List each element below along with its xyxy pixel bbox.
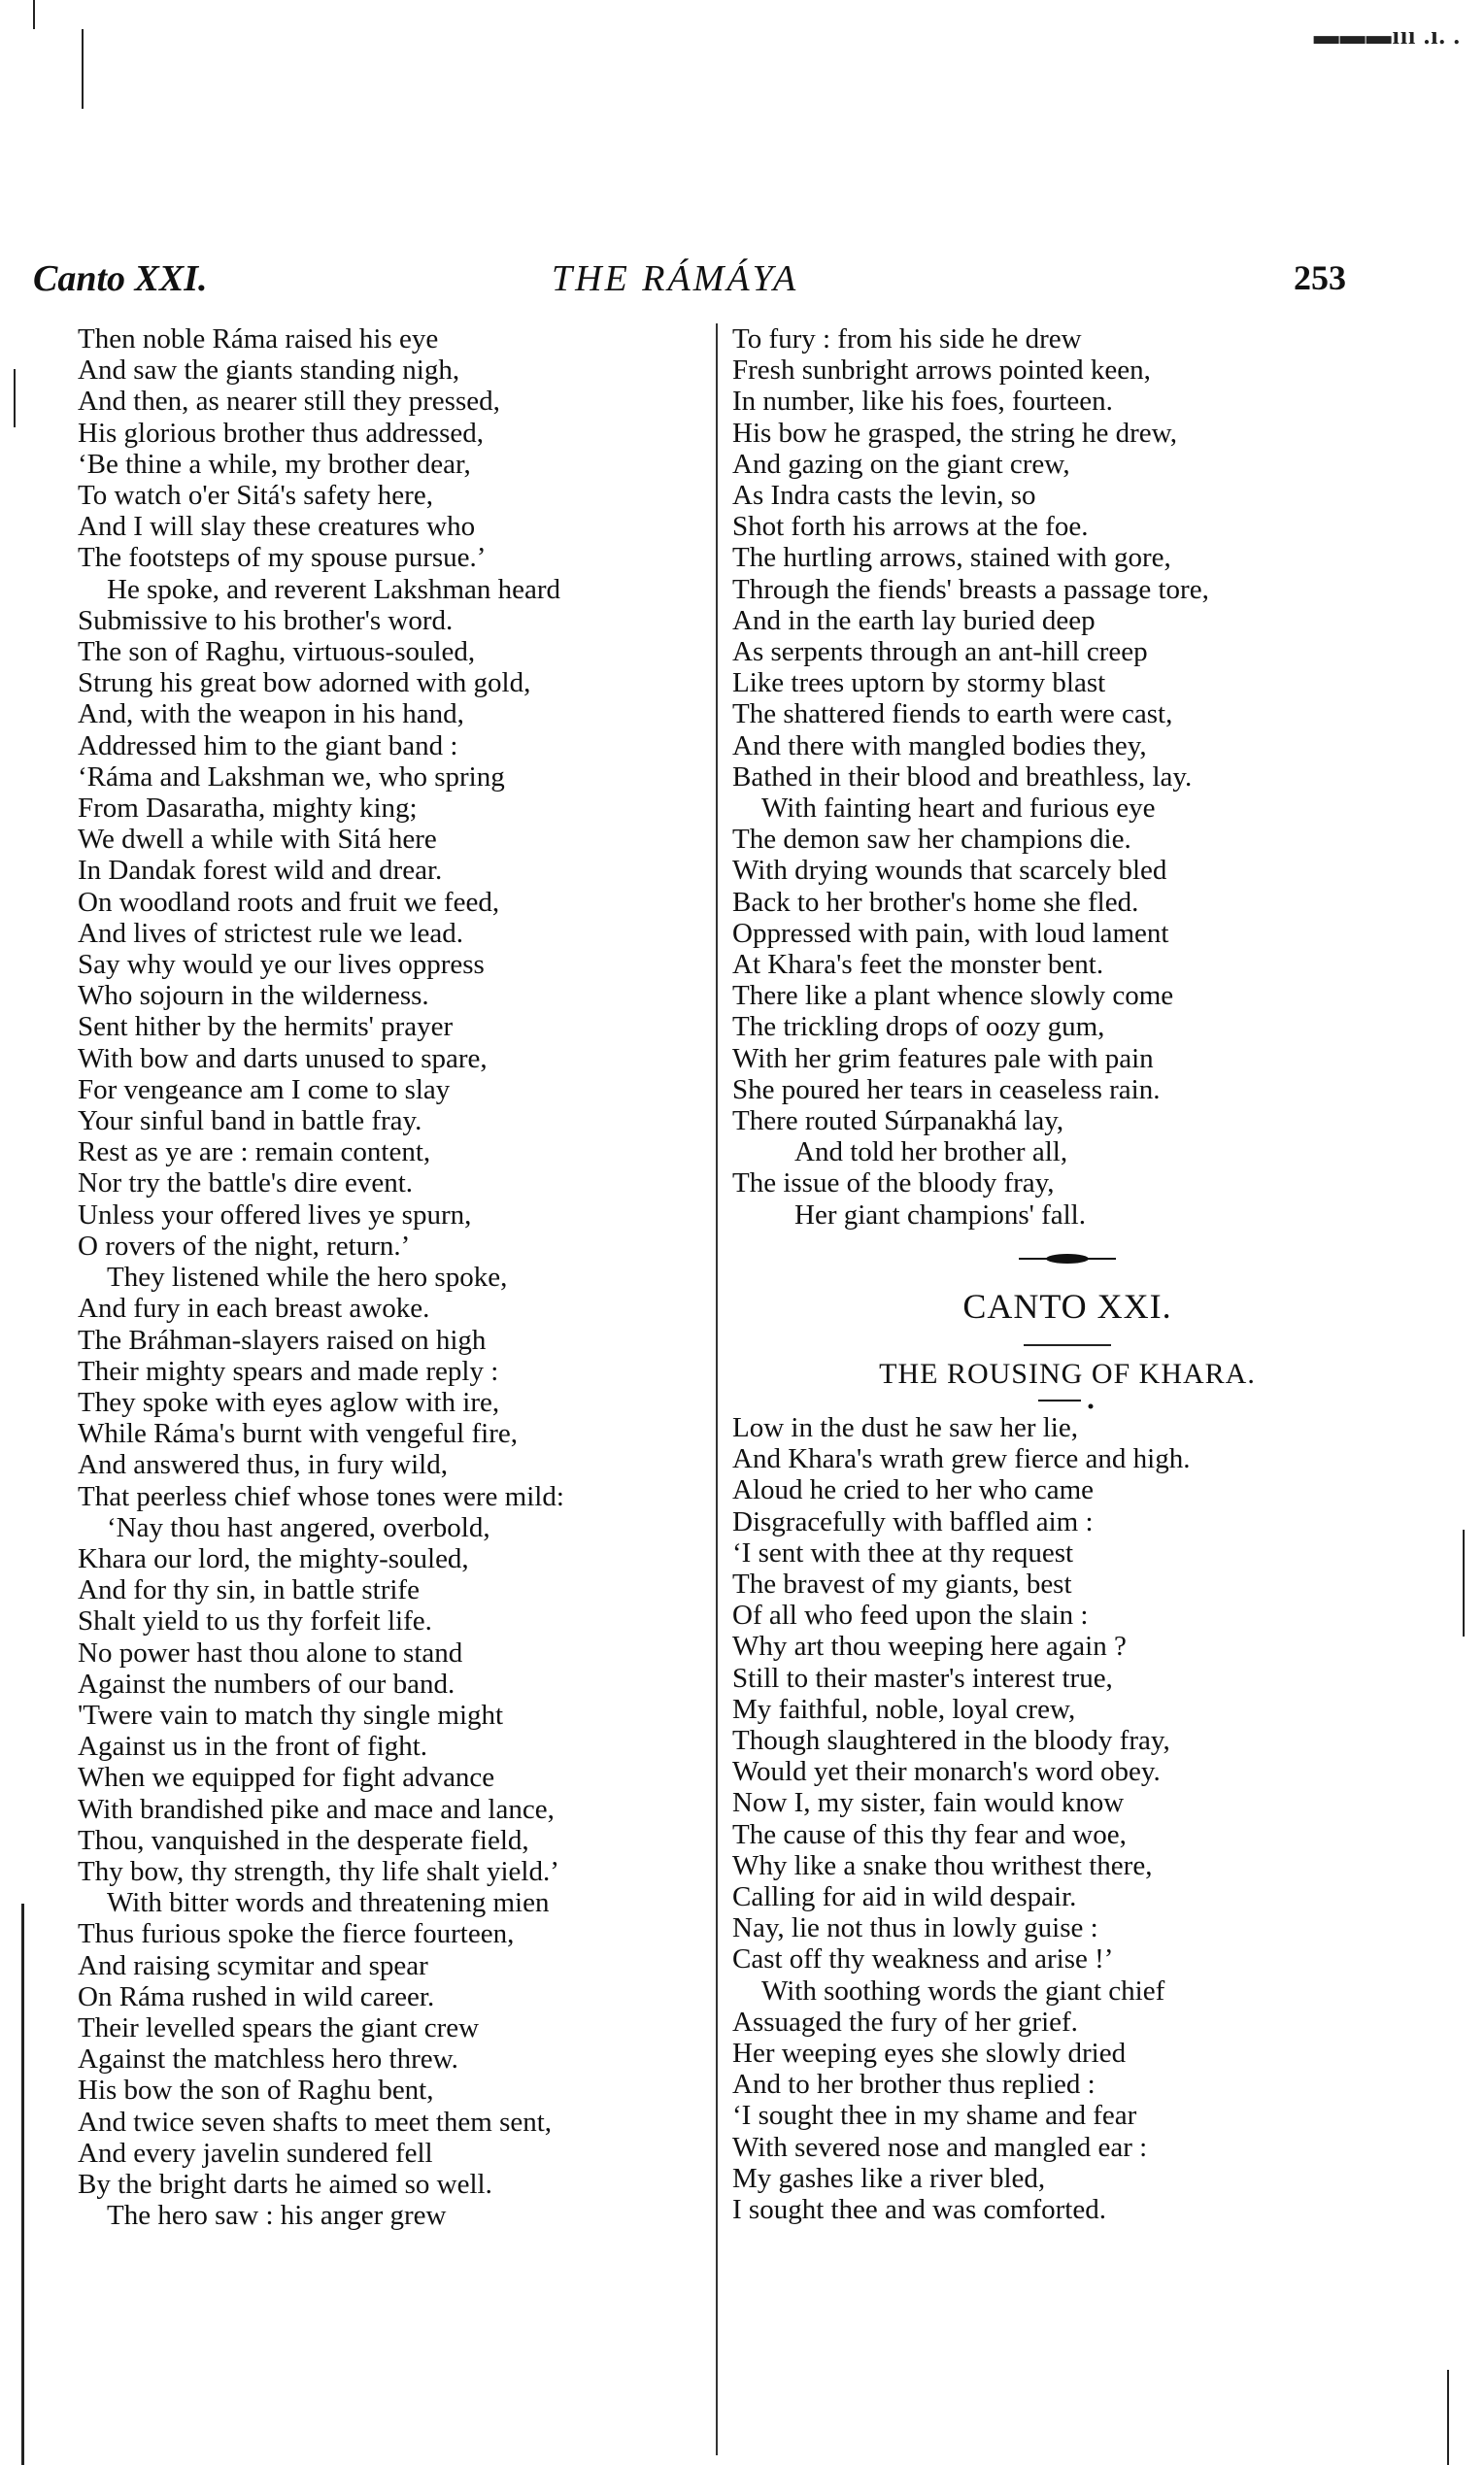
verse-line: And there with mangled bodies they, bbox=[732, 729, 1147, 761]
verse-line: They listened while the hero spoke, bbox=[107, 1262, 508, 1294]
verse-line: Low in the dust he saw her lie, bbox=[732, 1412, 1078, 1443]
verse-line: Why like a snake thou writhest there, bbox=[732, 1849, 1153, 1881]
verse-line: Nor try the battle's dire event. bbox=[78, 1167, 414, 1199]
verse-line: With soothing words the giant chief bbox=[761, 1975, 1165, 2007]
verse-line: From Dasaratha, mighty king; bbox=[78, 793, 418, 825]
verse-line: He spoke, and reverent Lakshman heard bbox=[107, 573, 561, 605]
right-side-rule bbox=[1463, 1530, 1465, 1637]
verse-line: Like trees uptorn by stormy blast bbox=[732, 667, 1106, 699]
verse-line: Khara our lord, the mighty-souled, bbox=[78, 1542, 469, 1574]
verse-line: With brandished pike and mace and lance, bbox=[78, 1793, 555, 1825]
verse-line: The son of Raghu, virtuous-souled, bbox=[78, 636, 476, 668]
verse-line: And then, as nearer still they pressed, bbox=[78, 386, 500, 418]
verse-line: And fury in each breast awoke. bbox=[78, 1293, 430, 1325]
verse-line: Nay, lie not thus in lowly guise : bbox=[732, 1912, 1098, 1944]
verse-line: We dwell a while with Sitá here bbox=[78, 824, 437, 856]
verse-line: And I will slay these creatures who bbox=[78, 511, 476, 543]
verse-line: The Bráhman-slayers raised on high bbox=[78, 1324, 487, 1356]
verse-line: And to her brother thus replied : bbox=[732, 2069, 1096, 2101]
verse-line: There routed Súrpanakhá lay, bbox=[732, 1105, 1064, 1137]
verse-line: Rest as ye are : remain content, bbox=[78, 1136, 431, 1168]
right-column-top bbox=[732, 323, 1402, 1231]
column-divider bbox=[716, 323, 718, 2455]
verse-line: Oppressed with pain, with loud lament bbox=[732, 917, 1169, 949]
verse-line: The footsteps of my spouse pursue.’ bbox=[78, 542, 487, 574]
verse-line: Would yet their monarch's word obey. bbox=[732, 1756, 1161, 1788]
verse-line: As Indra casts the levin, so bbox=[732, 480, 1036, 512]
page-number: 253 bbox=[1294, 258, 1346, 297]
verse-line: ‘I sent with thee at thy request bbox=[732, 1536, 1074, 1569]
verse-line: And lives of strictest rule we lead. bbox=[78, 917, 464, 949]
verse-line: On Ráma rushed in wild career. bbox=[78, 1980, 435, 2012]
verse-line: While Ráma's burnt with vengeful fire, bbox=[78, 1418, 518, 1450]
verse-line: Thou, vanquished in the desperate field, bbox=[78, 1824, 529, 1856]
verse-line: Their levelled spears the giant crew bbox=[78, 2011, 480, 2043]
verse-line: Her weeping eyes she slowly dried bbox=[732, 2038, 1127, 2070]
verse-line: Cast off thy weakness and arise !’ bbox=[732, 1943, 1114, 1975]
verse-line: On woodland roots and fruit we feed, bbox=[78, 886, 500, 918]
right-bottom-rule bbox=[1447, 2370, 1449, 2465]
verse-line: Though slaughtered in the bloody fray, bbox=[732, 1725, 1170, 1757]
right-column-bottom bbox=[732, 1412, 1402, 2225]
verse-line: No power hast thou alone to stand bbox=[78, 1637, 463, 1669]
dash-ornament-top bbox=[1019, 1253, 1116, 1265]
verse-line: By the bright darts he aimed so well. bbox=[78, 2168, 492, 2200]
verse-line: With bow and darts unused to spare, bbox=[78, 1042, 488, 1074]
verse-line: Submissive to his brother's word. bbox=[78, 604, 454, 636]
verse-line: The hero saw : his anger grew bbox=[107, 2200, 447, 2232]
verse-line: And in the earth lay buried deep bbox=[732, 604, 1096, 636]
verse-line: Who sojourn in the wilderness. bbox=[78, 980, 429, 1012]
verse-line: And answered thus, in fury wild, bbox=[78, 1449, 448, 1481]
verse-line: Assuaged the fury of her grief. bbox=[732, 2006, 1078, 2038]
verse-line: The issue of the bloody fray, bbox=[732, 1167, 1055, 1199]
verse-line: Now I, my sister, fain would know bbox=[732, 1787, 1125, 1819]
verse-line: O rovers of the night, return.’ bbox=[78, 1230, 411, 1262]
verse-line: Then noble Ráma raised his eye bbox=[78, 323, 439, 355]
verse-line: Their mighty spears and made reply : bbox=[78, 1355, 499, 1387]
verse-line: They spoke with eyes aglow with ire, bbox=[78, 1386, 500, 1418]
verse-line: His bow he grasped, the string he drew, bbox=[732, 417, 1177, 449]
left-column bbox=[78, 323, 699, 2231]
verse-line: Disgracefully with baffled aim : bbox=[732, 1505, 1094, 1537]
verse-line: Against us in the front of fight. bbox=[78, 1731, 428, 1763]
verse-line: His glorious brother thus addressed, bbox=[78, 417, 485, 449]
canto-label: Canto XXI. bbox=[33, 258, 208, 299]
verse-line: With drying wounds that scarcely bled bbox=[732, 855, 1167, 887]
verse-line: When we equipped for fight advance bbox=[78, 1762, 495, 1794]
canto-heading bbox=[732, 1253, 1402, 1410]
title-rule bbox=[1024, 1344, 1111, 1346]
verse-line: Thus furious spoke the fierce fourteen, bbox=[78, 1918, 515, 1950]
verse-line: And told her brother all, bbox=[794, 1136, 1068, 1168]
verse-line: To fury : from his side he drew bbox=[732, 323, 1082, 355]
verse-line: ‘Nay thou hast angered, overbold, bbox=[107, 1511, 490, 1543]
verse-line: There like a plant whence slowly come bbox=[732, 980, 1174, 1012]
verse-line: Fresh sunbright arrows pointed keen, bbox=[732, 355, 1151, 387]
left-margin-mark bbox=[82, 29, 84, 109]
verse-line: At Khara's feet the monster bent. bbox=[732, 949, 1104, 981]
verse-line: Against the numbers of our band. bbox=[78, 1668, 455, 1700]
verse-line: 'Twere vain to match thy single might bbox=[78, 1699, 504, 1731]
verse-line: With bitter words and threatening mien bbox=[107, 1887, 550, 1919]
verse-line: Still to their master's interest true, bbox=[732, 1662, 1113, 1694]
verse-line: Her giant champions' fall. bbox=[794, 1199, 1086, 1231]
verse-line: And twice seven shafts to meet them sent, bbox=[78, 2106, 553, 2138]
verse-line: And Khara's wrath grew fierce and high. bbox=[732, 1443, 1191, 1475]
verse-line: I sought thee and was comforted. bbox=[732, 2194, 1106, 2226]
verse-line: My faithful, noble, loyal crew, bbox=[732, 1693, 1076, 1725]
verse-line: The shattered fiends to earth were cast, bbox=[732, 698, 1173, 730]
verse-line: As serpents through an ant-hill creep bbox=[732, 636, 1148, 668]
verse-line: Strung his great bow adorned with gold, bbox=[78, 667, 531, 699]
canto-subtitle: THE ROUSING OF KHARA. bbox=[879, 1358, 1256, 1390]
verse-line: In Dandak forest wild and drear. bbox=[78, 855, 443, 887]
verse-line: Why art thou weeping here again ? bbox=[732, 1631, 1127, 1663]
left-side-rule bbox=[14, 369, 16, 427]
verse-line: My gashes like a river bled, bbox=[732, 2162, 1046, 2194]
verse-line: Aloud he cried to her who came bbox=[732, 1474, 1095, 1506]
verse-line: The hurtling arrows, stained with gore, bbox=[732, 542, 1171, 574]
verse-line: The trickling drops of oozy gum, bbox=[732, 1011, 1105, 1043]
book-title: THE RÁMÁYA bbox=[552, 258, 799, 299]
verse-line: She poured her tears in ceaseless rain. bbox=[732, 1073, 1161, 1105]
verse-line: The cause of this thy fear and woe, bbox=[732, 1818, 1127, 1850]
verse-line: ‘Ráma and Lakshman we, who spring bbox=[78, 760, 505, 793]
verse-line: In number, like his foes, fourteen. bbox=[732, 386, 1113, 418]
verse-line: Shot forth his arrows at the foe. bbox=[732, 511, 1089, 543]
running-header bbox=[0, 257, 1484, 316]
verse-line: The demon saw her champions die. bbox=[732, 824, 1131, 856]
verse-line: ‘I sought thee in my shame and fear bbox=[732, 2100, 1137, 2132]
verse-line: And, with the weapon in his hand, bbox=[78, 698, 464, 730]
verse-line: Back to her brother's home she fled. bbox=[732, 886, 1139, 918]
verse-line: And saw the giants standing nigh, bbox=[78, 355, 460, 387]
verse-line: ‘Be thine a while, my brother dear, bbox=[78, 448, 471, 480]
verse-line: Against the matchless hero threw. bbox=[78, 2043, 458, 2076]
verse-line: And for thy sin, in battle strife bbox=[78, 1574, 420, 1606]
verse-line: Unless your offered lives ye spurn, bbox=[78, 1199, 472, 1231]
verse-line: And raising scymitar and spear bbox=[78, 1949, 428, 1981]
verse-line: With fainting heart and furious eye bbox=[761, 793, 1156, 825]
verse-line: Through the fiends' breasts a passage tore, bbox=[732, 573, 1209, 605]
verse-line: Say why would ye our lives oppress bbox=[78, 949, 485, 981]
verse-line: His bow the son of Raghu bent, bbox=[78, 2075, 434, 2107]
verse-line: And gazing on the giant crew, bbox=[732, 448, 1070, 480]
verse-line: And every javelin sundered fell bbox=[78, 2137, 433, 2169]
verse-line: Bathed in their blood and breathless, lay. bbox=[732, 760, 1193, 793]
verse-line: With her grim features pale with pain bbox=[732, 1042, 1154, 1074]
verse-line: Shalt yield to us thy forfeit life. bbox=[78, 1605, 432, 1638]
verse-line: That peerless chief whose tones were mild: bbox=[78, 1480, 564, 1512]
verse-line: Thy bow, thy strength, thy life shalt yield.’ bbox=[78, 1855, 559, 1887]
top-scan-mark: ▬▬▬ııı .ı. . bbox=[1313, 21, 1461, 50]
verse-line: Calling for aid in wild despair. bbox=[732, 1881, 1077, 1913]
canto-title: CANTO XXI. bbox=[962, 1287, 1172, 1326]
verse-line: Your sinful band in battle fray. bbox=[78, 1105, 422, 1137]
verse-line: For vengeance am I come to slay bbox=[78, 1073, 451, 1105]
verse-line: Addressed him to the giant band : bbox=[78, 729, 458, 761]
verse-line: With severed nose and mangled ear : bbox=[732, 2131, 1148, 2163]
left-margin-rule bbox=[33, 0, 35, 29]
verse-line: To watch o'er Sitá's safety here, bbox=[78, 480, 433, 512]
subtitle-ornament bbox=[1038, 1397, 1096, 1410]
verse-line: Of all who feed upon the slain : bbox=[732, 1600, 1089, 1632]
verse-line: The bravest of my giants, best bbox=[732, 1569, 1072, 1601]
verse-line: Sent hither by the hermits' prayer bbox=[78, 1011, 454, 1043]
left-bottom-rule bbox=[21, 1904, 24, 2465]
